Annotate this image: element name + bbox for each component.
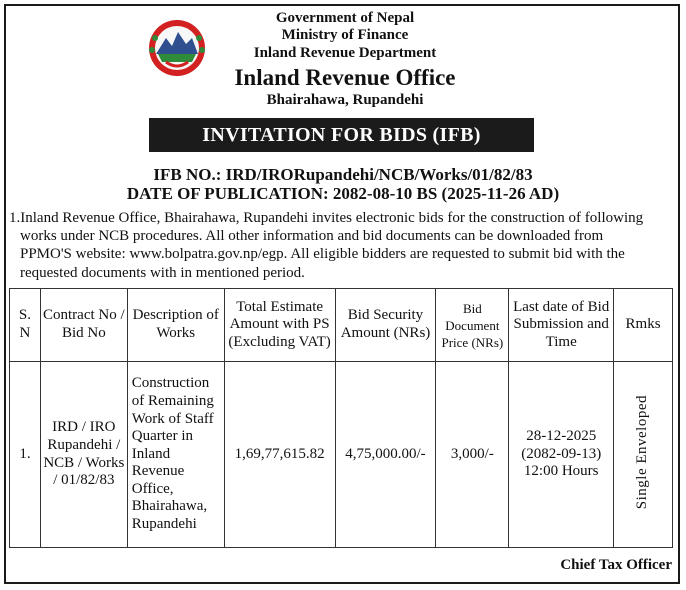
header-last-date: Last date of Bid Submission and Time bbox=[509, 289, 614, 362]
header-security: Bid Security Amount (NRs) bbox=[335, 289, 436, 362]
ifb-banner: INVITATION FOR BIDS (IFB) bbox=[149, 118, 534, 152]
signature-title: Chief Tax Officer bbox=[560, 557, 672, 573]
cell-contract: IRD / IRO Rupandehi / NCB / Works / 01/82/83 bbox=[40, 362, 127, 548]
cell-last-date: 28-12-2025 (2082-09-13) 12:00 Hours bbox=[509, 362, 614, 548]
cell-doc-price: 3,000/- bbox=[436, 362, 509, 548]
header-department: Inland Revenue Department bbox=[253, 45, 437, 61]
invitation-paragraph: 1.Inland Revenue Office, Bhairahawa, Rupandehi invites electronic bids for the construction of following works under NCB procedures. All other information and bid documents can be downloaded from PPMO'S website: www.bolpatra.gov.np/egp. All eligible bidders are requested to submit bid with the requested documents with in mentioned period. bbox=[9, 210, 644, 281]
table-header-row bbox=[10, 289, 673, 362]
header-location: Bhairahawa, Rupandehi bbox=[266, 92, 424, 108]
header-estimate: Total Estimate Amount with PS (Excluding VAT) bbox=[224, 289, 335, 362]
ifb-number: IFB NO.: IRD/IRORupandehi/NCB/Works/01/82/83 bbox=[153, 165, 533, 184]
header-doc-price: Bid Document Price (NRs) bbox=[436, 289, 509, 362]
cell-description: Construction of Remaining Work of Staff Quarter in Inland Revenue Office, Bhairahawa, Rupandehi bbox=[127, 362, 224, 548]
header-sn: S. N bbox=[10, 289, 41, 362]
header-description: Description of Works bbox=[127, 289, 224, 362]
bids-table bbox=[9, 288, 673, 548]
cell-estimate: 1,69,77,615.82 bbox=[224, 362, 335, 548]
header-office: Inland Revenue Office bbox=[234, 65, 456, 90]
header-contract: Contract No / Bid No bbox=[40, 289, 127, 362]
publication-date: DATE OF PUBLICATION: 2082-08-10 BS (2025-11-26 AD) bbox=[126, 184, 560, 203]
header-ministry: Ministry of Finance bbox=[281, 27, 409, 43]
cell-remarks: Single Enveloped bbox=[614, 362, 673, 548]
header-government: Government of Nepal bbox=[275, 10, 415, 26]
header-remarks: Rmks bbox=[614, 289, 673, 362]
table-row bbox=[10, 362, 673, 548]
cell-security: 4,75,000.00/- bbox=[335, 362, 436, 548]
cell-sn: 1. bbox=[10, 362, 41, 548]
